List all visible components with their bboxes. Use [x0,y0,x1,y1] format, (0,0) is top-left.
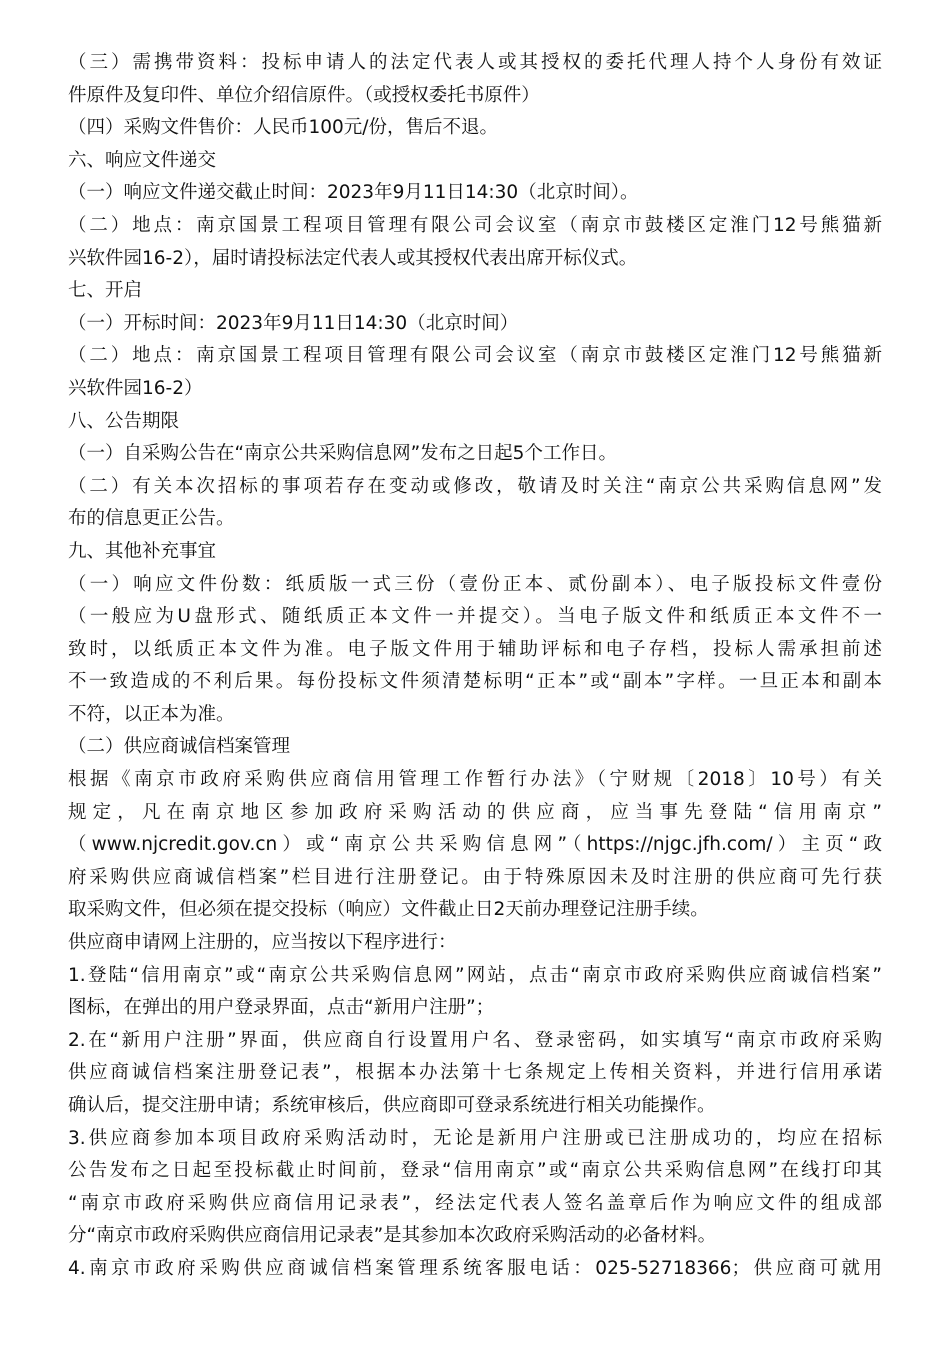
text-line: 4.南京市政府采购供应商诚信档案管理系统客服电话：025-52718366；供应商可就用 [68,1257,882,1279]
text-line: 3.供应商参加本项目政府采购活动时，无论是新用户注册或已注册成功的，均应在招标 [68,1127,882,1149]
text-line: 件原件及复印件、单位介绍信原件。（或授权委托书原件） [68,84,540,106]
text-line: （二）地点：南京国景工程项目管理有限公司会议室（南京市鼓楼区定淮门12号熊猫新 [68,345,882,367]
section-heading: 八、公告期限 [68,410,180,432]
text-line: （一般应为U盘形式、随纸质正本文件一并提交）。当电子版文件和纸质正本文件不一 [68,606,882,628]
text-line: 2.在“新用户注册”界面，供应商自行设置用户名、登录密码，如实填写“南京市政府采购 [68,1029,882,1051]
text-line: 分“南京市政府采购供应商信用记录表”是其参加本次政府采购活动的必备材料。 [68,1225,717,1247]
text-line: 取采购文件，但必须在提交投标（响应）文件截止日2天前办理登记注册手续。 [68,899,709,921]
text-line: 供应商诚信档案注册登记表”，根据本办法第十七条规定上传相关资料，并进行信用承诺 [68,1062,882,1084]
text-line: 供应商申请网上注册的，应当按以下程序进行： [68,932,457,954]
text-line: 图标，在弹出的用户登录界面，点击“新用户注册”； [68,997,495,1019]
text-line: 根据《南京市政府采购供应商信用管理工作暂行办法》（宁财规〔2018〕10号）有关 [68,769,882,791]
text-line: （一）响应文件份数：纸质版一式三份（壹份正本、贰份副本）、电子版投标文件壹份 [68,573,882,595]
text-line: （www.njcredit.gov.cn）或“南京公共采购信息网”（https://njgc.jfh.com/）主页“政 [68,834,882,856]
text-line: （四）采购文件售价：人民币100元/份，售后不退。 [68,117,499,139]
text-line: （一）开标时间：2023年9月11日14:30（北京时间） [68,312,519,334]
text-line: 布的信息更正公告。 [68,508,235,530]
text-line: 致时，以纸质正本文件为准。电子版文件用于辅助评标和电子存档，投标人需承担前述 [68,638,882,660]
text-line: 府采购供应商诚信档案”栏目进行注册登记。由于特殊原因未及时注册的供应商可先行获 [68,866,882,888]
section-heading: 七、开启 [68,280,143,302]
text-line: 不符，以正本为准。 [68,703,235,725]
text-line: 不一致造成的不利后果。每份投标文件须清楚标明“正本”或“副本”字样。一旦正本和副本 [68,671,882,693]
text-line: （二）有关本次招标的事项若存在变动或修改，敬请及时关注“南京公共采购信息网”发 [68,475,882,497]
text-line: 确认后，提交注册申请；系统审核后，供应商即可登录系统进行相关功能操作。 [68,1095,716,1116]
text-line: 兴软件园16-2） [68,377,203,399]
text-line: （一）响应文件递交截止时间：2023年9月11日14:30（北京时间）。 [68,182,639,204]
section-heading: 九、其他补充事宜 [68,540,217,562]
text-line: （三）需携带资料：投标申请人的法定代表人或其授权的委托代理人持个人身份有效证 [68,52,882,73]
text-line: （二）地点：南京国景工程项目管理有限公司会议室（南京市鼓楼区定淮门12号熊猫新 [68,214,882,236]
document-page [68,47,882,1286]
section-heading: 六、响应文件递交 [68,149,217,171]
text-line: 公告发布之日起至投标截止时间前，登录“信用南京”或“南京公共采购信息网”在线打印其 [68,1160,882,1182]
text-line: 兴软件园16-2），届时请投标法定代表人或其授权代表出席开标仪式。 [68,247,638,269]
text-line: “南京市政府采购供应商信用记录表”，经法定代表人签名盖章后作为响应文件的组成部 [68,1192,882,1214]
text-line: 1.登陆“信用南京”或“南京公共采购信息网”网站，点击“南京市政府采购供应商诚信档案” [68,964,882,986]
subsection-heading: （二）供应商诚信档案管理 [68,736,291,758]
text-line: （一）自采购公告在“南京公共采购信息网”发布之日起5个工作日。 [68,443,617,465]
text-line: 规定，凡在南京地区参加政府采购活动的供应商，应当事先登陆“信用南京” [68,801,882,823]
